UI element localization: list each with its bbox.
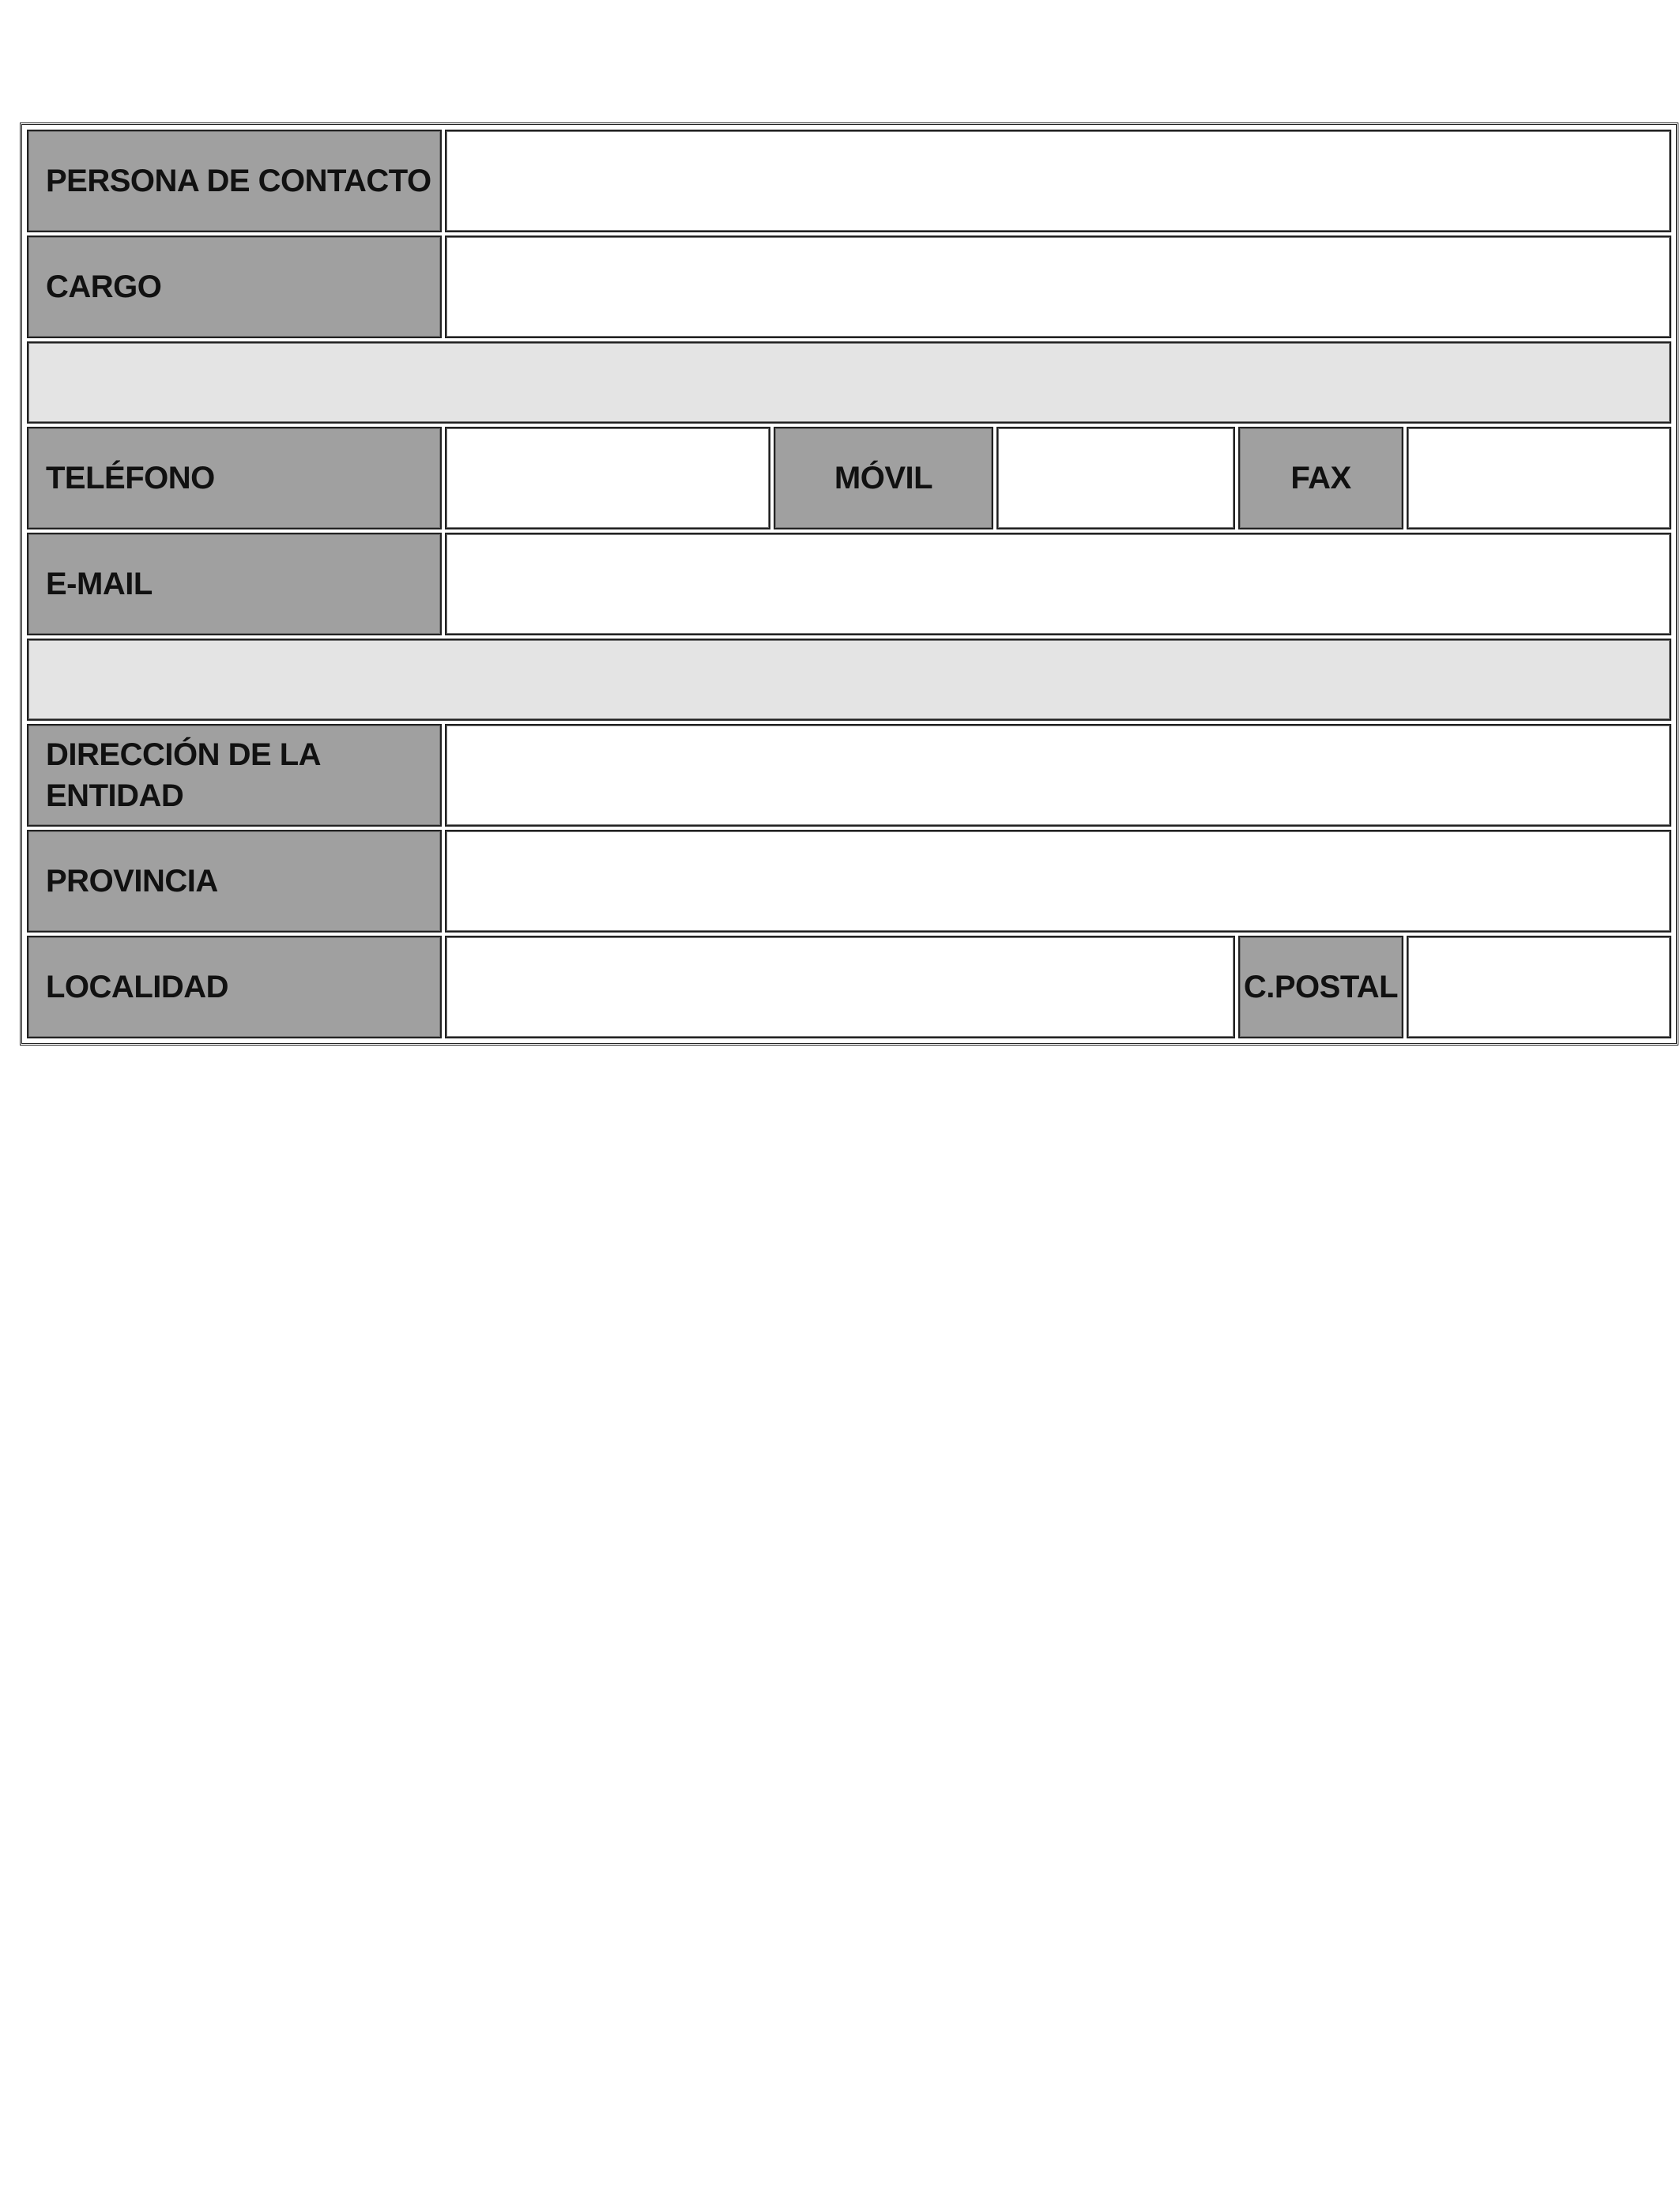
row-locality [27,936,1671,1038]
address-label-line1: DIRECCIÓN DE LA [46,737,322,772]
row-address [27,724,1671,827]
row-province [27,830,1671,933]
row-phones [27,427,1671,529]
email-field[interactable] [445,533,1671,635]
row-position [27,236,1671,338]
contact-person-field[interactable] [445,130,1671,232]
mobile-field[interactable] [996,427,1235,529]
position-label: CARGO [27,236,442,338]
locality-label: LOCALIDAD [27,936,442,1038]
province-label: PROVINCIA [27,830,442,933]
section-divider [27,639,1671,721]
province-field[interactable] [445,830,1671,933]
fax-field[interactable] [1407,427,1671,529]
row-spacer-1 [27,341,1671,424]
mobile-label: MÓVIL [774,427,993,529]
postal-code-field[interactable] [1407,936,1671,1038]
contact-form-table [20,122,1678,1046]
address-field[interactable] [445,724,1671,827]
section-divider [27,341,1671,424]
address-label-line2: ENTIDAD [46,778,184,813]
contact-person-label: PERSONA DE CONTACTO [27,130,442,232]
postal-code-label: C.POSTAL [1238,936,1403,1038]
locality-field[interactable] [445,936,1235,1038]
row-spacer-2 [27,639,1671,721]
row-contact-person [27,130,1671,232]
position-field[interactable] [445,236,1671,338]
phone-field[interactable] [445,427,770,529]
email-label: E-MAIL [27,533,442,635]
fax-label: FAX [1238,427,1403,529]
row-email [27,533,1671,635]
address-label [27,724,442,827]
phone-label: TELÉFONO [27,427,442,529]
